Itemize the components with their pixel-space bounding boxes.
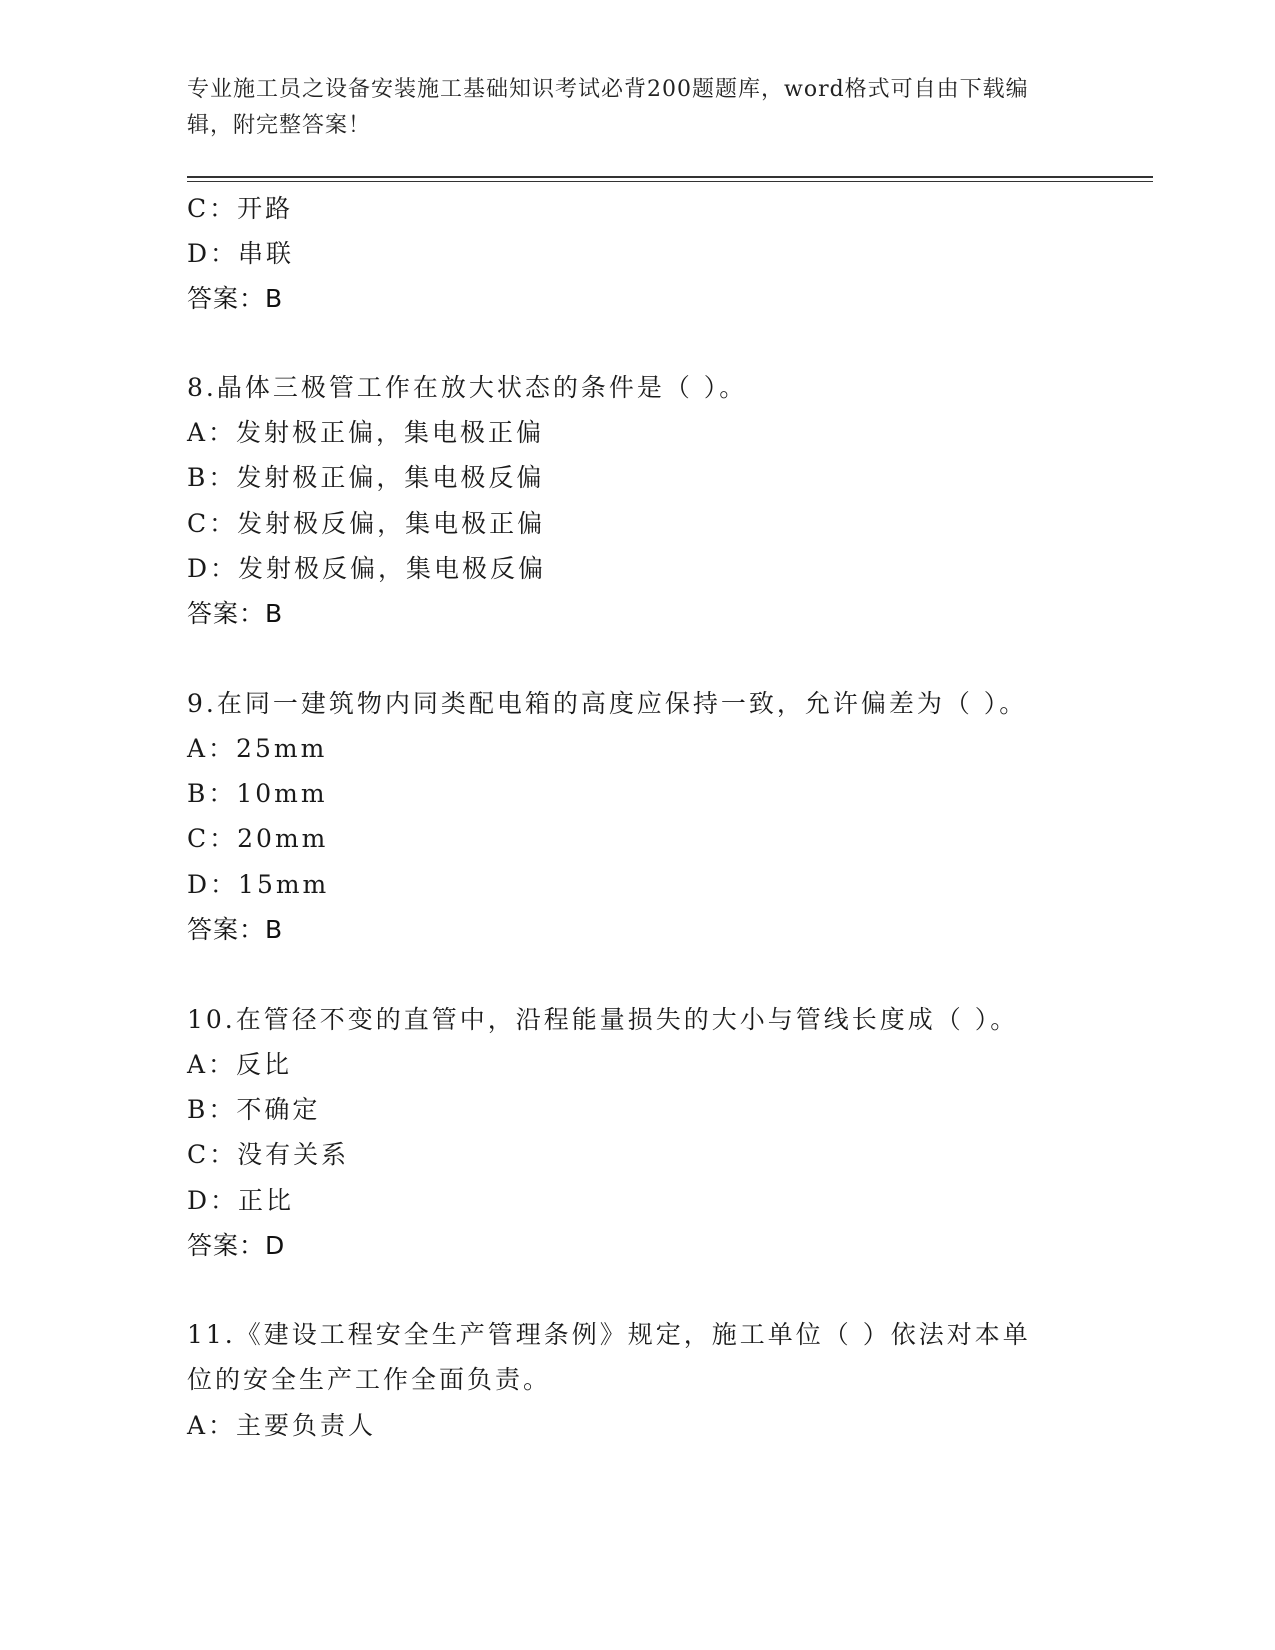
q10-option-c: C：没有关系 (187, 1140, 350, 1169)
q8-answer: 答案：B (187, 599, 284, 628)
header-divider-thin (187, 181, 1153, 182)
q9-stem: 9.在同一建筑物内同类配电箱的高度应保持一致，允许偏差为（ ）。 (187, 689, 1028, 718)
q10-stem: 10.在管径不变的直管中，沿程能量损失的大小与管线长度成（ ）。 (187, 1005, 1019, 1034)
q9-answer: 答案：B (187, 915, 284, 944)
q10-answer: 答案：D (187, 1231, 286, 1260)
q9-option-b: B：10mm (187, 779, 328, 808)
q7-answer: 答案：B (187, 284, 284, 313)
q10-option-b: B：不确定 (187, 1095, 321, 1124)
q11-stem-line-2: 位的安全生产工作全面负责。 (187, 1365, 552, 1394)
q11-option-a: A：主要负责人 (187, 1411, 377, 1440)
q8-option-d: D：发射极反偏，集电极反偏 (187, 554, 547, 583)
q8-stem: 8.晶体三极管工作在放大状态的条件是（ ）。 (187, 373, 748, 402)
q8-option-c: C：发射极反偏，集电极正偏 (187, 509, 546, 538)
q9-option-c: C：20mm (187, 824, 329, 853)
document-header: 专业施工员之设备安装施工基础知识考试必背200题题库，word格式可自由下载编辑，附完整答案！ (187, 77, 1029, 138)
q9-option-a: A：25mm (187, 734, 328, 763)
q8-option-a: A：发射极正偏，集电极正偏 (187, 418, 545, 447)
q9-option-d: D：15mm (187, 870, 330, 899)
q10-option-a: A：反比 (187, 1050, 293, 1079)
q8-option-b: B：发射极正偏，集电极反偏 (187, 463, 545, 492)
q7-option-d: D：串联 (187, 239, 295, 268)
header-divider-thick (187, 176, 1153, 178)
q7-option-c: C：开路 (187, 194, 294, 223)
q10-option-d: D：正比 (187, 1186, 295, 1215)
q11-stem-line-1: 11.《建设工程安全生产管理条例》规定，施工单位（ ）依法对本单 (187, 1320, 1031, 1349)
